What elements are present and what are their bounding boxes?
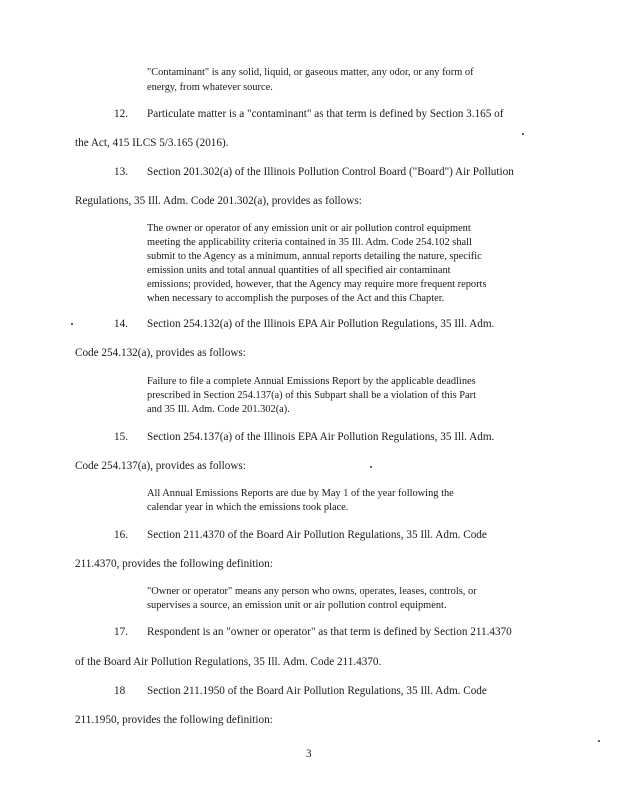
quote-254132-line-3: and 35 Ill. Adm. Code 201.302(a). (147, 404, 290, 415)
quote-201-line-5: emissions; provided, however, that the Agency may require more frequent reports (147, 279, 487, 290)
paragraph-13-line-2: Regulations, 35 Ill. Adm. Code 201.302(a), provides as follows: (75, 195, 362, 207)
paragraph-16-line-2: 211.4370, provides the following definition: (75, 558, 273, 570)
quote-201-line-3: submit to the Agency as a minimum, annual reports detailing the nature, specific (147, 251, 482, 262)
scan-speck (71, 323, 73, 325)
paragraph-15-number: 15. (114, 431, 128, 443)
quote-254137-line-2: calendar year in which the emissions took place. (147, 502, 349, 513)
paragraph-14-number: 14. (114, 318, 128, 330)
paragraph-18-line-1: Section 211.1950 of the Board Air Pollution Regulations, 35 Ill. Adm. Code (147, 685, 487, 697)
quote-254137-line-1: All Annual Emissions Reports are due by May 1 of the year following the (147, 488, 454, 499)
quote-owner-line-1: "Owner or operator" means any person who owns, operates, leases, controls, or (147, 586, 477, 597)
paragraph-13-line-1: Section 201.302(a) of the Illinois Pollution Control Board ("Board") Air Pollution (147, 166, 514, 178)
scan-speck (370, 466, 372, 468)
paragraph-14-line-2: Code 254.132(a), provides as follows: (75, 347, 246, 359)
scan-speck (598, 740, 600, 742)
paragraph-12-line-1: Particulate matter is a "contaminant" as that term is defined by Section 3.165 of (147, 108, 504, 120)
quote-254132-line-2: prescribed in Section 254.137(a) of this Subpart shall be a violation of this Part (147, 390, 476, 401)
paragraph-14-line-1: Section 254.132(a) of the Illinois EPA Air Pollution Regulations, 35 Ill. Adm. (147, 318, 495, 330)
paragraph-17-line-2: of the Board Air Pollution Regulations, 35 Ill. Adm. Code 211.4370. (75, 656, 382, 668)
quote-contaminant-line-2: energy, from whatever source. (147, 82, 273, 93)
paragraph-16-number: 16. (114, 529, 128, 541)
quote-owner-line-2: supervises a source, an emission unit or air pollution control equipment. (147, 600, 447, 611)
quote-201-line-4: emission units and total annual quantities of all specified air contaminant (147, 265, 451, 276)
paragraph-18-number: 18 (114, 685, 126, 697)
quote-201-line-6: when necessary to accomplish the purposes of the Act and this Chapter. (147, 293, 445, 304)
paragraph-17-number: 17. (114, 626, 128, 638)
paragraph-15-line-2: Code 254.137(a), provides as follows: (75, 460, 246, 472)
paragraph-17-line-1: Respondent is an "owner or operator" as that term is defined by Section 211.4370 (147, 626, 512, 638)
quote-contaminant-line-1: "Contaminant" is any solid, liquid, or gaseous matter, any odor, or any form of (147, 67, 474, 78)
paragraph-16-line-1: Section 211.4370 of the Board Air Pollution Regulations, 35 Ill. Adm. Code (147, 529, 487, 541)
paragraph-15-line-1: Section 254.137(a) of the Illinois EPA Air Pollution Regulations, 35 Ill. Adm. (147, 431, 495, 443)
quote-201-line-1: The owner or operator of any emission unit or air pollution control equipment (147, 223, 471, 234)
page-number: 3 (306, 748, 312, 760)
paragraph-12-number: 12. (114, 108, 128, 120)
paragraph-13-number: 13. (114, 166, 128, 178)
paragraph-18-line-2: 211.1950, provides the following definition: (75, 714, 273, 726)
quote-254132-line-1: Failure to file a complete Annual Emissions Report by the applicable deadlines (147, 376, 476, 387)
paragraph-12-line-2: the Act, 415 ILCS 5/3.165 (2016). (75, 137, 229, 149)
quote-201-line-2: meeting the applicability criteria contained in 35 Ill. Adm. Code 254.102 shall (147, 237, 472, 248)
scan-speck (522, 133, 524, 135)
